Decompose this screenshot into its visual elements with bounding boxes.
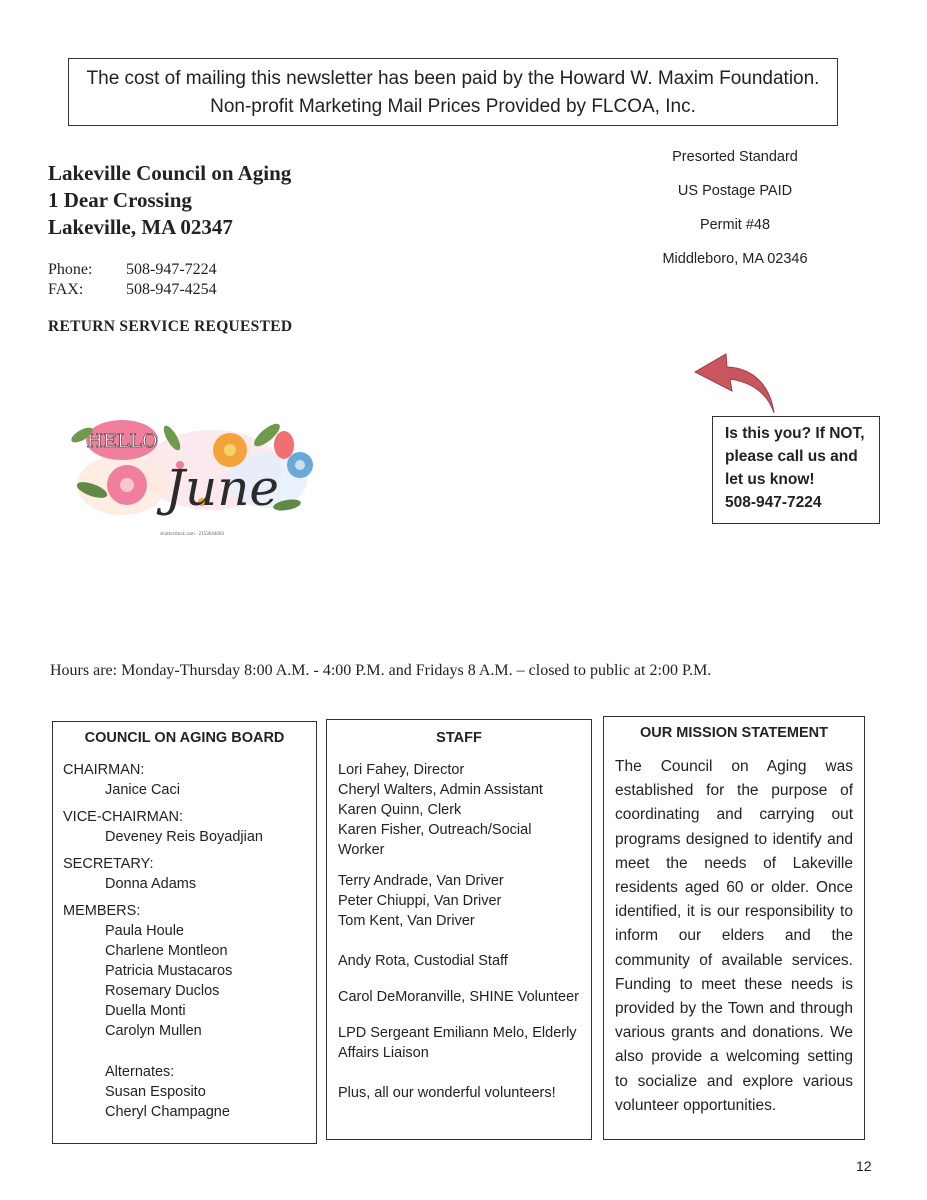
alternate-name: Susan Esposito bbox=[105, 1084, 206, 1100]
blue-flower-icon bbox=[287, 452, 313, 478]
page-number: 12 bbox=[856, 1158, 872, 1174]
staff-title: STAFF bbox=[436, 730, 482, 746]
shine-volunteer: Carol DeMoranville, SHINE Volunteer bbox=[338, 989, 579, 1005]
mission-title: OUR MISSION STATEMENT bbox=[640, 725, 828, 741]
phone-number: 508-947-7224 bbox=[126, 261, 217, 278]
mission-box bbox=[603, 716, 865, 1140]
street-address: 1 Dear Crossing bbox=[48, 188, 192, 212]
vice-chairman-name: Deveney Reis Boyadjian bbox=[105, 829, 263, 845]
board-title: COUNCIL ON AGING BOARD bbox=[84, 730, 285, 746]
custodial-staff: Andy Rota, Custodial Staff bbox=[338, 953, 508, 969]
member-name: Carolyn Mullen bbox=[105, 1023, 202, 1039]
staff-member: Karen Quinn, Clerk bbox=[338, 802, 462, 818]
notice-line-1: The cost of mailing this newsletter has been paid by the Howard W. Maxim Foundation. bbox=[86, 68, 820, 89]
member-name: Patricia Mustacaros bbox=[105, 963, 233, 979]
hello-lettering: HELLO bbox=[86, 430, 158, 452]
city-state-zip: Lakeville, MA 02347 bbox=[48, 215, 233, 239]
fax-number: 508-947-4254 bbox=[126, 281, 217, 298]
alternate-name: Cheryl Champagne bbox=[105, 1104, 230, 1120]
office-hours: Hours are: Monday-Thursday 8:00 A.M. - 4:00 P.M. and Fridays 8 A.M. – closed to public at 2:00 P.M. bbox=[50, 662, 712, 679]
contact-info bbox=[48, 260, 217, 300]
org-name: Lakeville Council on Aging bbox=[48, 161, 292, 185]
curved-arrow-icon bbox=[690, 352, 785, 417]
hello-june-illustration bbox=[62, 410, 322, 542]
board-box bbox=[52, 721, 317, 1144]
police-liaison: LPD Sergeant Emiliann Melo, Elderly Affairs Liaison bbox=[338, 1025, 577, 1061]
postage-line-4: Middleboro, MA 02346 bbox=[662, 251, 808, 267]
staff-member: Lori Fahey, Director bbox=[338, 762, 465, 778]
chairman-name: Janice Caci bbox=[105, 782, 180, 798]
chairman-label: CHAIRMAN: bbox=[63, 762, 145, 778]
secretary-label: SECRETARY: bbox=[63, 856, 154, 872]
notice-line-2: Non-profit Marketing Mail Prices Provided by FLCOA, Inc. bbox=[210, 96, 696, 117]
address-check-callout bbox=[712, 416, 880, 524]
postage-line-1: Presorted Standard bbox=[672, 149, 798, 165]
return-service-requested: RETURN SERVICE REQUESTED bbox=[48, 318, 293, 335]
vice-chairman-label: VICE-CHAIRMAN: bbox=[63, 809, 184, 825]
member-name: Rosemary Duclos bbox=[105, 983, 220, 999]
member-name: Charlene Montleon bbox=[105, 943, 228, 959]
secretary-name: Donna Adams bbox=[105, 876, 197, 892]
callout-phone: 508-947-7224 bbox=[725, 494, 822, 511]
staff-member: Karen Fisher, Outreach/Social Worker bbox=[338, 822, 532, 858]
members-label: MEMBERS: bbox=[63, 903, 141, 919]
june-lettering: June bbox=[164, 459, 280, 517]
pink-flower-icon bbox=[107, 465, 147, 505]
callout-line-3: let us know! bbox=[725, 471, 815, 488]
staff-member: Cheryl Walters, Admin Assistant bbox=[338, 782, 543, 798]
postage-line-3: Permit #48 bbox=[699, 217, 771, 233]
image-credit: shutterstock.com · 2153644093 bbox=[159, 531, 225, 536]
fax-label: FAX: bbox=[48, 281, 84, 298]
van-driver: Tom Kent, Van Driver bbox=[338, 913, 475, 929]
volunteers-note: Plus, all our wonderful volunteers! bbox=[338, 1085, 556, 1101]
return-address bbox=[48, 160, 291, 241]
van-driver: Peter Chiuppi, Van Driver bbox=[338, 893, 502, 909]
van-driver: Terry Andrade, Van Driver bbox=[338, 873, 504, 889]
member-name: Duella Monti bbox=[105, 1003, 186, 1019]
callout-line-1: Is this you? If NOT, bbox=[725, 425, 865, 442]
alternates-label: Alternates: bbox=[105, 1064, 175, 1080]
postage-indicia bbox=[640, 140, 830, 276]
postage-line-2: US Postage PAID bbox=[677, 183, 793, 199]
foundation-notice-box bbox=[68, 58, 838, 126]
callout-line-2: please call us and bbox=[725, 448, 858, 465]
phone-label: Phone: bbox=[48, 261, 93, 278]
member-name: Paula Houle bbox=[105, 923, 184, 939]
mission-text: The Council on Aging was established for the purpose of coordinating and carrying out programs designed to identify and meet the needs of Lakeville residents aged 60 or older. Once identified, it is our responsibility to inform our elders and the community of available services. Funding to meet these needs is provided by the Town and through various grants and donations. We also provide a welcoming setting to socialize and explore various volunteer opportunities. bbox=[615, 758, 853, 1114]
staff-box bbox=[326, 719, 592, 1140]
